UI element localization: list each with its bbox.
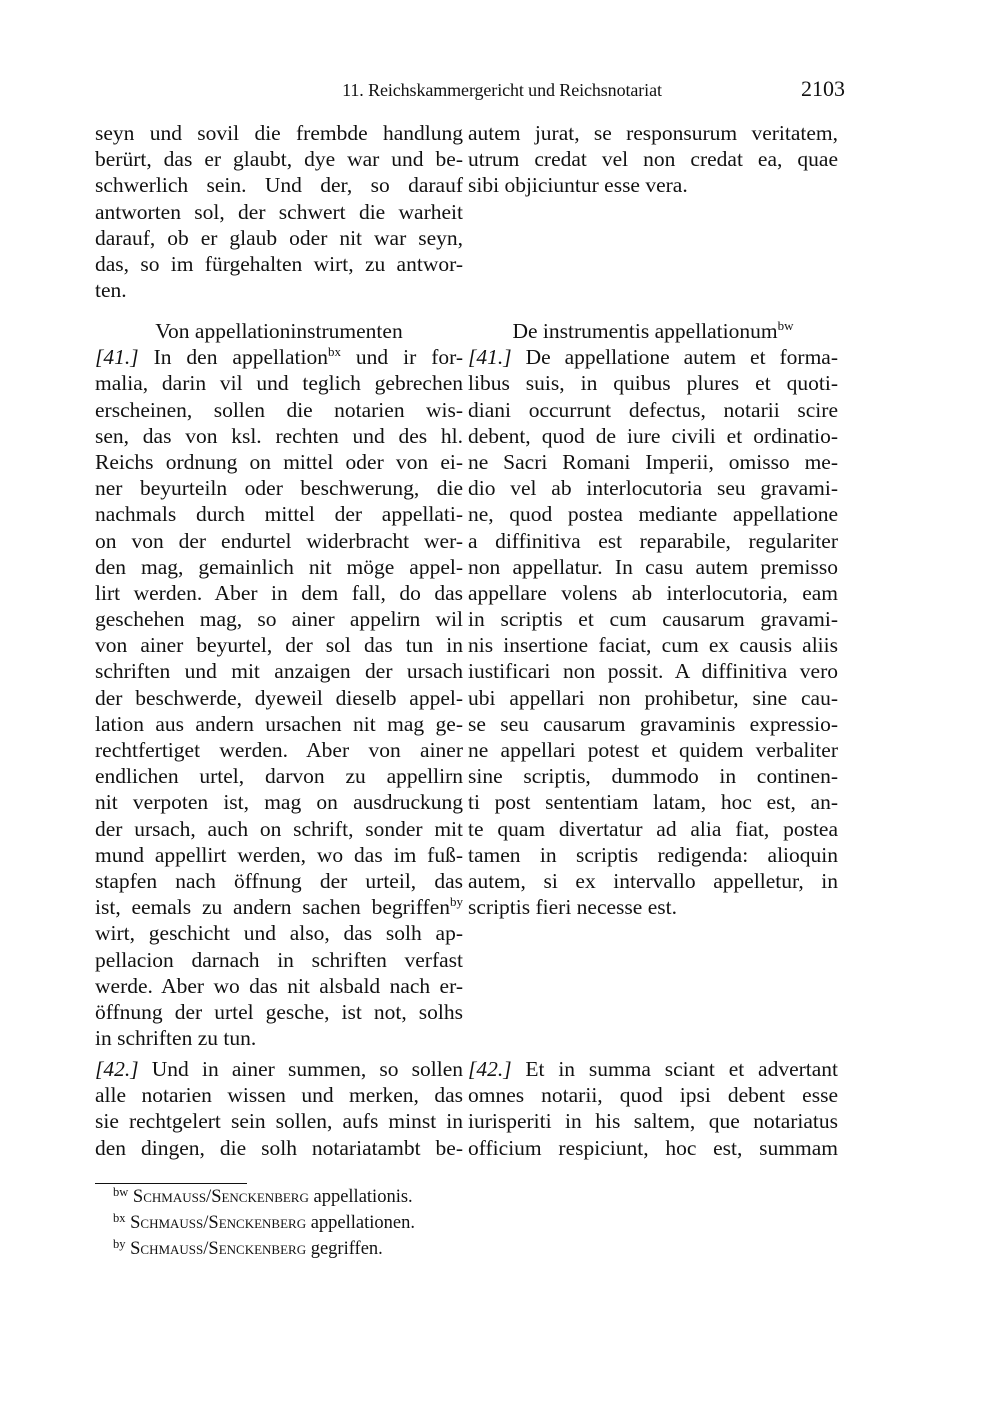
footnote-marker: bw	[777, 318, 794, 333]
text-line: von ainer beyurtel, der sol das tun in	[95, 633, 463, 658]
footnote-source: Schmauss/Senckenberg	[132, 1187, 309, 1207]
text-line: nachmals durch mittel der appellati-	[95, 502, 463, 527]
text-line: endlichen urtel, darvon zu appellirn	[95, 764, 463, 789]
text-line	[95, 1056, 463, 1082]
text-run: In den appellation	[153, 345, 328, 370]
text-run: Et in summa sciant et advertant	[525, 1057, 839, 1081]
latin-continuation	[468, 120, 838, 199]
footnote-mark: bw	[113, 1185, 129, 1199]
text-line: iustificari non possit. A diffinitiva vero	[468, 659, 838, 684]
text-line: in scriptis et cum causarum gravami-	[468, 607, 838, 632]
german-continuation	[95, 120, 463, 303]
text-line: debent, quod de iure civili et ordinatio-	[468, 423, 838, 448]
footnote	[113, 1184, 413, 1210]
text-line: appellare volens ab interlocutoria, eam	[468, 580, 838, 605]
text-line: autem, si ex intervallo appelletur, in	[468, 868, 838, 893]
footnote-marker: bx	[327, 344, 341, 360]
text-line: den mag, gemainlich nit möge appel-	[95, 554, 463, 579]
text-line: nis insertione faciat, cum ex causis aliis	[468, 633, 838, 658]
text-line: darauf, ob er glaub oder nit war seyn,	[95, 225, 463, 250]
text-line: se seu causarum gravaminis expressio-	[468, 711, 838, 736]
latin-section-42	[468, 1056, 838, 1161]
running-title: 11. Reichskammergericht und Reichsnotariat	[342, 80, 662, 100]
footnote-text: gegriffen.	[310, 1239, 383, 1259]
text-line: ne Sacri Romani Imperii, omisso me-	[468, 449, 838, 474]
text-line: a diffinitiva est reparabile, regulariter	[468, 528, 838, 553]
paragraph-number: [42.]	[95, 1057, 139, 1081]
text-line: in schriften zu tun.	[95, 1026, 257, 1051]
text-line: seyn und sovil die frembde handlung	[95, 121, 463, 145]
text-run: De appellatione autem et forma-	[525, 345, 839, 370]
text-line: antworten sol, der schwert die warheit	[95, 199, 463, 224]
text-line: den dingen, die solh notariatambt be-	[95, 1135, 463, 1160]
footnote-text: appellationen.	[310, 1213, 415, 1233]
text-line: te quam divertatur ad alia fiat, postea	[468, 816, 838, 841]
text-line: on von der endurtel widerbracht wer-	[95, 528, 463, 553]
text-line	[95, 344, 463, 370]
text-line: officium respiciunt, hoc est, summam	[468, 1135, 838, 1160]
text-line: utrum credat vel non credat ea, quae	[468, 147, 838, 172]
page-number: 2103	[801, 76, 845, 101]
text-line: sibi objiciuntur esse vera.	[468, 173, 688, 198]
section-heading-latin	[468, 318, 838, 344]
text-line: libus suis, in quibus plures et quoti-	[468, 371, 838, 396]
text-line: iurisperiti in his saltem, que notariatus	[468, 1109, 838, 1134]
paragraph-number: [41.]	[95, 345, 139, 370]
text-line	[468, 344, 838, 370]
footnote	[113, 1210, 415, 1236]
text-run: und ir for-	[355, 345, 463, 370]
latin-section-41	[468, 318, 838, 920]
text-line: berürt, das er glaubt, dye war und be-	[95, 147, 463, 172]
paragraph-number: [41.]	[468, 345, 512, 370]
text-line: der beschwerde, dyeweil dieselb appel-	[95, 685, 463, 710]
german-section-41	[95, 318, 463, 1051]
text-line: lation aus andern ursachen nit mag ge-	[95, 711, 463, 736]
text-line: Reichs ordnung on mittel oder von ei-	[95, 449, 463, 474]
text-line: schwerlich sein. Und der, so darauf	[95, 173, 463, 198]
text-line: nit verpoten ist, mag on ausdruckung	[95, 790, 463, 815]
text-line: pellacion darnach in schriften verfast	[95, 947, 463, 972]
footnote-marker: by	[450, 894, 463, 910]
text-line: scriptis fieri necesse est.	[468, 895, 677, 920]
text-line: sie rechtgelert sein sollen, aufs minst in	[95, 1109, 463, 1134]
footnote-source: Schmauss/Senckenberg	[130, 1239, 307, 1259]
text-line	[95, 894, 463, 920]
footnote-mark: bx	[113, 1211, 126, 1225]
text-line: sen, das von ksl. rechten und des hl.	[95, 423, 463, 448]
footnote	[113, 1236, 383, 1262]
text-line: das, so im fürgehalten wirt, zu antwor-	[95, 251, 463, 276]
text-line: autem jurat, se responsurum veritatem,	[468, 121, 838, 145]
text-line: non appellatur. In casu autem premisso	[468, 554, 838, 579]
section-heading-german: Von appellationinstrumenten	[155, 319, 403, 343]
text-line: ti post sententiam latam, hoc est, an-	[468, 790, 838, 815]
text-run: ist, eemals zu andern sachen begriffen	[95, 895, 450, 920]
footnote-mark: by	[113, 1237, 126, 1251]
text-line: ne, quod postea mediante appellatione	[468, 502, 838, 527]
footnote-text: appellationis.	[313, 1187, 413, 1207]
text-line: erscheinen, sollen die notarien wis-	[95, 397, 463, 422]
text-line: diani occurrunt defectus, notarii scire	[468, 397, 838, 422]
text-line: alle notarien wissen und merken, das	[95, 1083, 463, 1108]
text-line: stapfen nach öffnung der urteil, das	[95, 868, 463, 893]
heading-text: De instrumentis appellationum	[512, 319, 778, 343]
text-line	[468, 1056, 838, 1082]
text-line: wirt, geschicht und also, das solh ap-	[95, 921, 463, 946]
text-line: lirt werden. Aber in dem fall, do das	[95, 580, 463, 605]
text-line: ubi appellari non prohibetur, sine cau-	[468, 685, 838, 710]
text-line: tamen in scriptis redigenda: alioquin	[468, 842, 838, 867]
text-line: mund appellirt werden, wo das im fuß-	[95, 842, 463, 867]
text-line: malia, darin vil und teglich gebrechen	[95, 371, 463, 396]
text-line: rechtfertiget werden. Aber von ainer	[95, 738, 463, 762]
text-line: omnes notarii, quod ipsi debent esse	[468, 1083, 838, 1108]
text-line: schriften und mit anzaigen der ursach	[95, 659, 463, 684]
text-line: ner beyurteiln oder beschwerung, die	[95, 476, 463, 501]
text-line: ten.	[95, 278, 127, 303]
text-line: sine scriptis, dummodo in continen-	[468, 764, 838, 789]
german-section-42	[95, 1056, 463, 1161]
text-line: werde. Aber wo das nit alsbald nach er-	[95, 973, 463, 998]
text-line: der ursach, auch on schrift, sonder mit	[95, 816, 463, 841]
paragraph-number: [42.]	[468, 1057, 512, 1081]
text-line: ne appellari potest et quidem verbaliter	[468, 738, 838, 762]
text-line: geschehen mag, so ainer appelirn wil	[95, 607, 463, 632]
text-line: dio vel ab interlocutoria seu gravami-	[468, 476, 838, 501]
text-run: Und in ainer summen, so sollen	[151, 1057, 463, 1081]
footnote-source: Schmauss/Senckenberg	[130, 1213, 307, 1233]
text-line: öffnung der urtel gesche, ist not, solhs	[95, 999, 463, 1024]
